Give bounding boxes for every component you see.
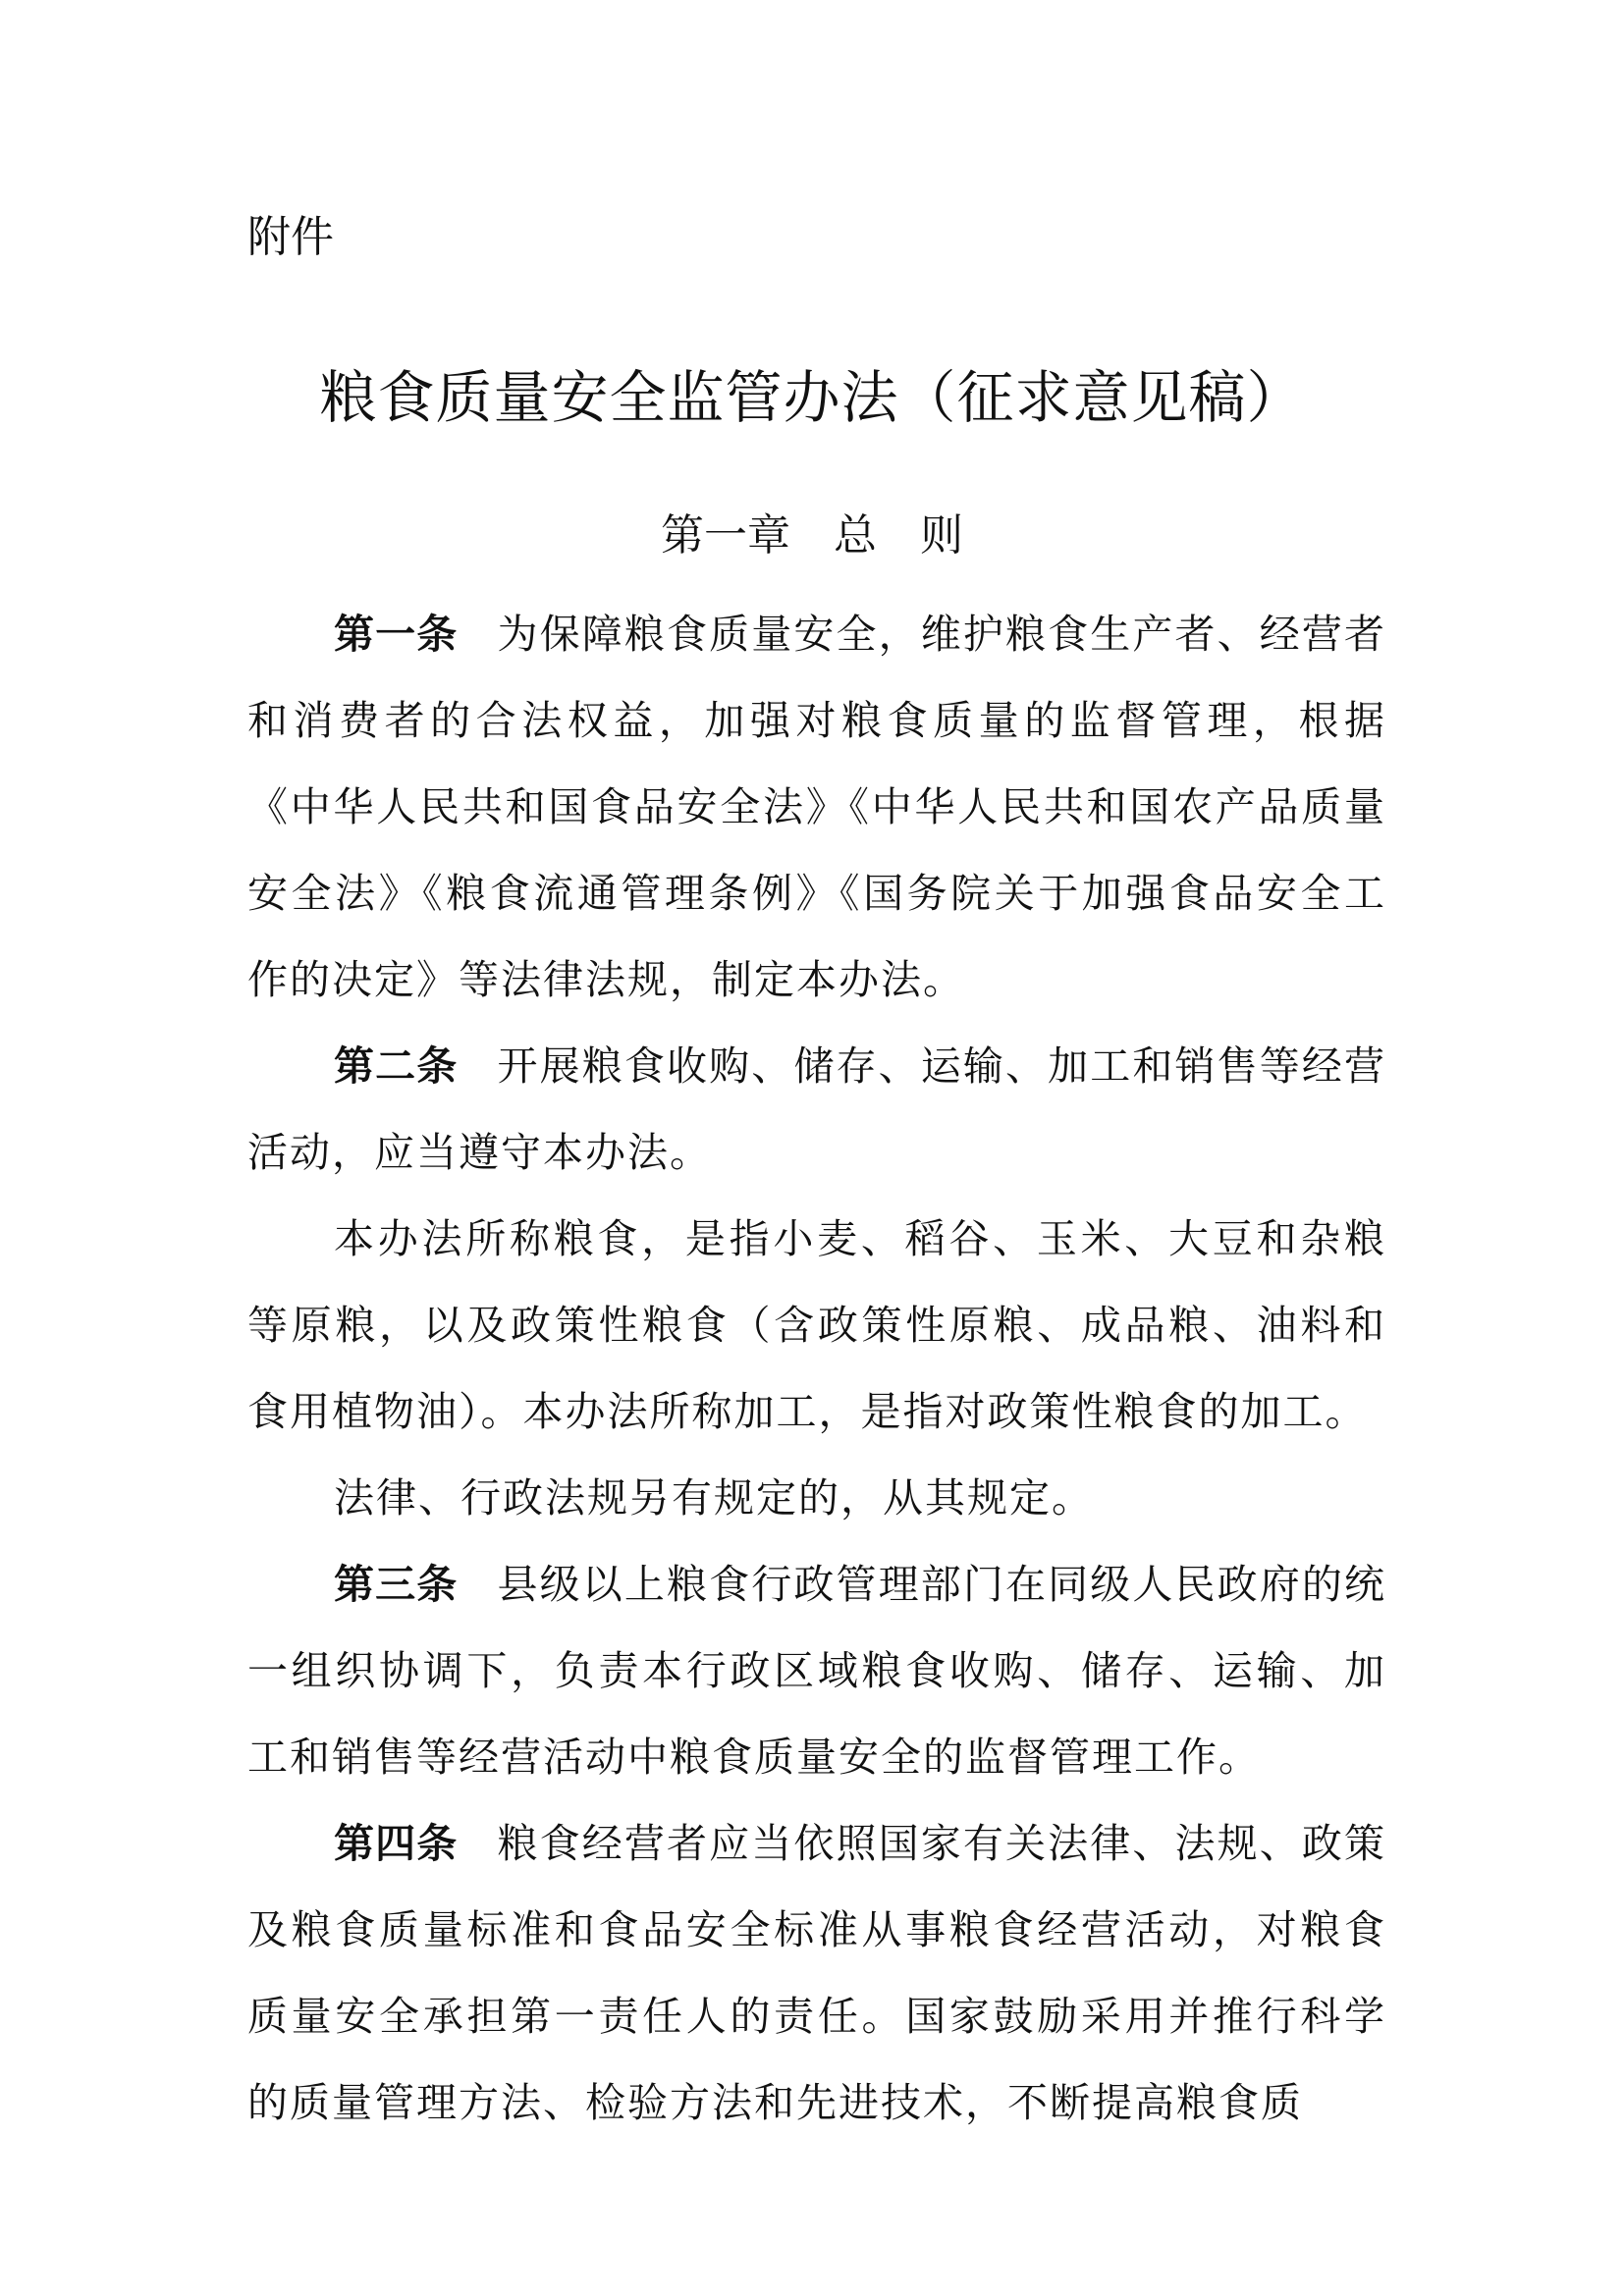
- article-1: [247, 591, 1386, 1023]
- article-text: 开展粮食收购、储存、运输、加工和销售等经营活动，应当遵守本办法。: [247, 1042, 1386, 1176]
- article-2: [247, 1023, 1386, 1196]
- article-3: [247, 1541, 1386, 1800]
- chapter-name-part1: 总: [834, 510, 877, 561]
- article-label: 第四条: [334, 1820, 459, 1867]
- chapter-heading: [0, 507, 1624, 565]
- article-label: 第二条: [334, 1042, 459, 1090]
- article-text: 本办法所称粮食，是指小麦、稻谷、玉米、大豆和杂粮等原粮，以及政策性粮食（含政策性原粮、成品粮、油料和食用植物油）。本办法所称加工，是指对政策性粮食的加工。: [247, 1215, 1386, 1435]
- article-2-clause-3: [247, 1455, 1386, 1541]
- article-label: 第三条: [334, 1561, 459, 1608]
- article-2-clause-2: [247, 1196, 1386, 1455]
- article-text: 粮食经营者应当依照国家有关法律、法规、政策及粮食质量标准和食品安全标准从事粮食经营活动，对粮食质量安全承担第一责任人的责任。国家鼓励采用并推行科学的质量管理方法、检验方法和先进技术，不断提高粮食质: [247, 1820, 1386, 2126]
- chapter-name-part2: 则: [920, 510, 963, 561]
- chapter-number: 第一章: [661, 510, 790, 561]
- article-label: 第一条: [334, 611, 459, 658]
- article-text: 县级以上粮食行政管理部门在同级人民政府的统一组织协调下，负责本行政区域粮食收购、储存、运输、加工和销售等经营活动中粮食质量安全的监督管理工作。: [247, 1561, 1386, 1781]
- document-title: 粮食质量安全监管办法（征求意见稿）: [319, 364, 1305, 431]
- attachment-label: 附件: [247, 212, 334, 262]
- document-body: [247, 591, 1386, 2146]
- article-text: 法律、行政法规另有规定的，从其规定。: [334, 1474, 1094, 1522]
- article-text: 为保障粮食质量安全，维护粮食生产者、经营者和消费者的合法权益，加强对粮食质量的监督管理，根据《中华人民共和国食品安全法》《中华人民共和国农产品质量安全法》《粮食流通管理条例》《国务院关于加强食品安全工作的决定》等法律法规，制定本办法。: [247, 611, 1386, 1003]
- article-4: [247, 1800, 1386, 2146]
